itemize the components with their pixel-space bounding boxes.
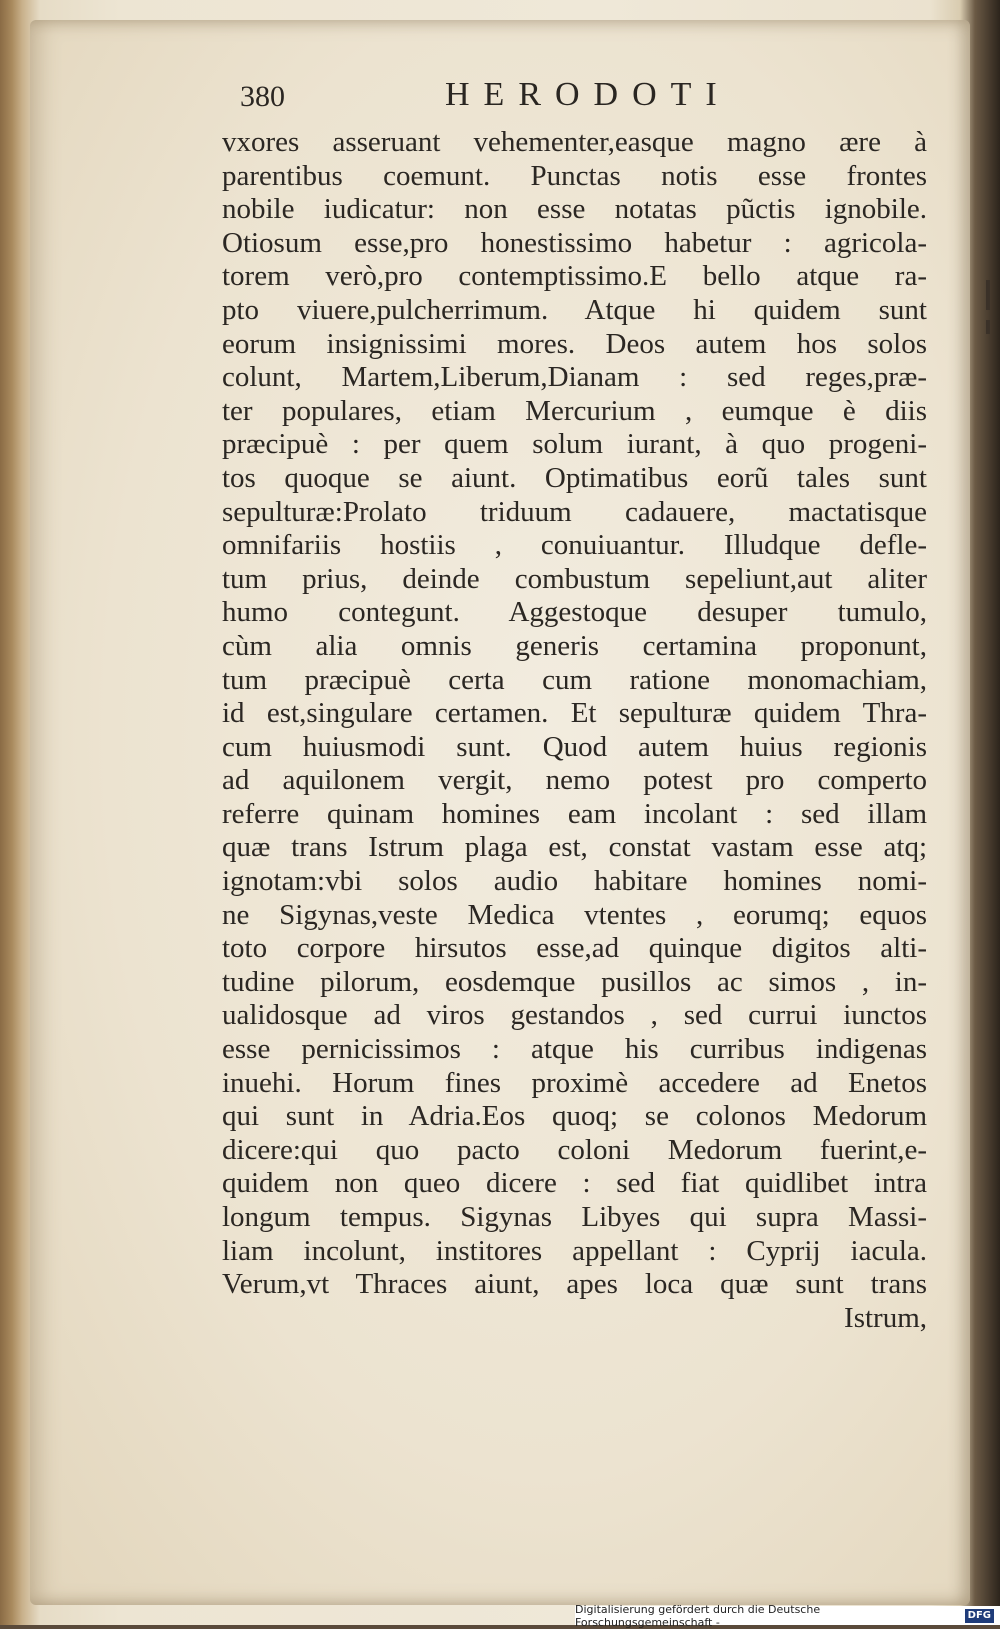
text-line: longum tempus. Sigynas Libyes qui supra Massi- bbox=[222, 1201, 927, 1233]
digitization-footer bbox=[575, 1602, 1000, 1629]
text-line: esse pernicissimos : atque his curribus indigenas bbox=[222, 1033, 927, 1066]
text-line: præcipuè : per quem solum iurant, à quo progeni- bbox=[222, 428, 927, 461]
text-line: dicere:qui quo pacto coloni Medorum fuerint,e- bbox=[222, 1133, 927, 1166]
text-line: parentibus coemunt. Punctas notis esse frontes bbox=[222, 159, 927, 192]
text-line: colunt, Martem,Liberum,Dianam : sed reges,præ- bbox=[222, 361, 927, 394]
text-line: ualidosque ad viros gestandos , sed currui iunctos bbox=[222, 999, 927, 1032]
text-line: Otiosum esse,pro honestissimo habetur : agricola- bbox=[222, 226, 927, 259]
text-line: cùm alia omnis generis certamina proponunt, bbox=[222, 629, 927, 662]
page-header bbox=[240, 76, 820, 126]
text-line: ignotam:vbi solos audio habitare homines nomi- bbox=[222, 865, 927, 898]
text-line: omnifariis hostiis , conuiuantur. Illudque defle- bbox=[222, 529, 927, 562]
text-line: pto viuere,pulcherrimum. Atque hi quidem sunt bbox=[222, 293, 927, 326]
text-line: vxores asseruant vehementer,easque magno ære à bbox=[222, 126, 927, 158]
page-edge-mark bbox=[986, 320, 990, 334]
text-line: quidem non queo dicere : sed fiat quidlibet intra bbox=[222, 1167, 927, 1200]
text-line: tum præcipuè certa cum ratione monomachiam, bbox=[222, 663, 927, 696]
text-line: ter populares, etiam Mercurium , eumque è diis bbox=[222, 394, 927, 427]
running-head: HERODOTI bbox=[445, 76, 731, 113]
text-line: ne Sigynas,veste Medica vtentes , eorumq; equos bbox=[222, 898, 927, 931]
text-line: eorum insignissimi mores. Deos autem hos solos bbox=[222, 327, 927, 360]
page-number: 380 bbox=[240, 80, 285, 113]
text-line: Verum,vt Thraces aiunt, apes loca quæ sunt trans bbox=[222, 1268, 927, 1301]
text-line: referre quinam homines eam incolant : sed illam bbox=[222, 797, 927, 830]
body-text bbox=[222, 126, 927, 1335]
text-line: id est,singulare certamen. Et sepulturæ quidem Thra- bbox=[222, 697, 927, 730]
text-line: nobile iudicatur: non esse notatas pũctis ignobile. bbox=[222, 193, 927, 226]
text-line: tum prius, deinde combustum sepeliunt,aut aliter bbox=[222, 562, 927, 595]
text-line: qui sunt in Adria.Eos quoq; se colonos Medorum bbox=[222, 1100, 927, 1133]
text-line: cum huiusmodi sunt. Quod autem huius regionis bbox=[222, 730, 927, 763]
text-line: inuehi. Horum fines proximè accedere ad Enetos bbox=[222, 1066, 927, 1099]
dfg-logo: DFG bbox=[965, 1609, 994, 1623]
text-line: ad aquilonem vergit, nemo potest pro comperto bbox=[222, 764, 927, 797]
text-line: toto corpore hirsutos esse,ad quinque digitos alti- bbox=[222, 932, 927, 965]
text-line: liam incolunt, institores appellant : Cyprij iacula. bbox=[222, 1234, 927, 1267]
page-edge-mark bbox=[986, 280, 990, 310]
text-line: tos quoque se aiunt. Optimatibus eorũ tales sunt bbox=[222, 461, 927, 494]
text-line: Istrum, bbox=[844, 1301, 927, 1334]
text-line: tudine pilorum, eosdemque pusillos ac simos , in- bbox=[222, 965, 927, 998]
text-line: quæ trans Istrum plaga est, constat vastam esse atq; bbox=[222, 831, 927, 864]
text-line: torem verò,pro contemptissimo.E bello atque ra- bbox=[222, 260, 927, 293]
text-line: sepulturæ:Prolato triduum cadauere, mactatisque bbox=[222, 495, 927, 528]
text-line: humo contegunt. Aggestoque desuper tumulo, bbox=[222, 596, 927, 629]
footer-text: Digitalisierung gefördert durch die Deutsche Forschungsgemeinschaft - bbox=[575, 1602, 821, 1629]
